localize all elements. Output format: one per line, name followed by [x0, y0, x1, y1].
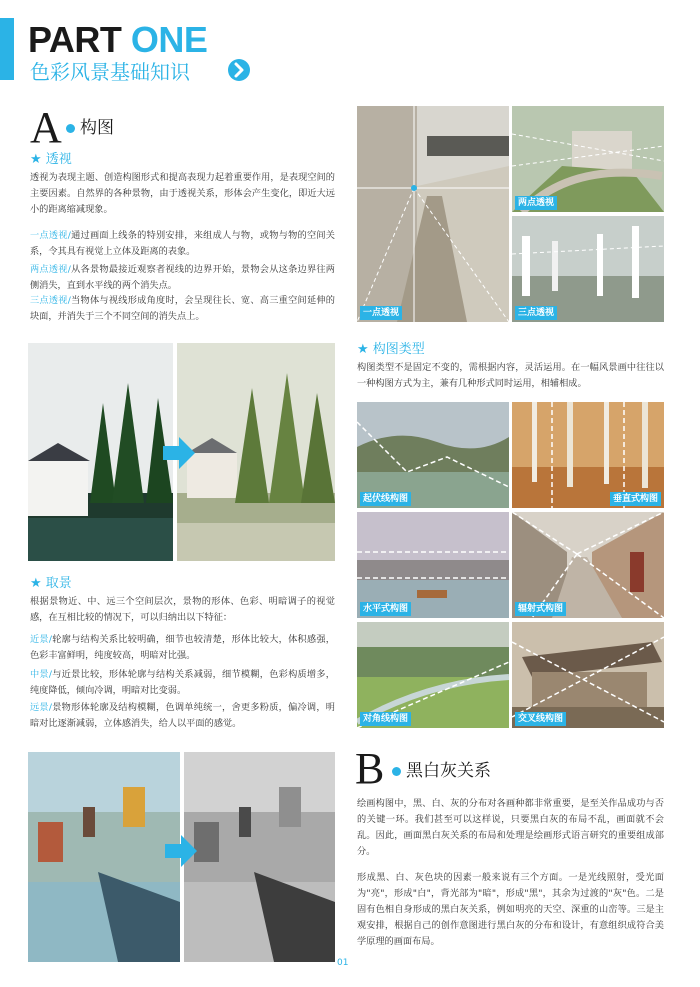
section-a-letter: A — [30, 103, 62, 152]
tree-painting-image — [177, 343, 335, 561]
label-undulating: 起伏线构图 — [360, 492, 411, 506]
vertical-composition-image — [512, 402, 664, 508]
part-word: PART — [28, 19, 122, 60]
chapter-subtitle: 色彩风景基础知识 — [30, 60, 190, 84]
section-b-letter: B — [355, 744, 385, 793]
two-point-perspective-image — [512, 106, 664, 212]
section-a-title: 构图 — [80, 118, 114, 138]
perspective-text-1: 通过画面上线条的特别安排，来组成人与物，或物与物的空间关系，令其具有视觉上立体及距离的表象。 — [30, 230, 335, 257]
label-diagonal: 对角线构图 — [360, 712, 411, 726]
horizontal-composition-image — [357, 512, 509, 618]
framing-item-mid — [30, 667, 335, 699]
perspective-heading: ★ 透视 — [30, 152, 72, 167]
arrow-right-icon — [163, 437, 195, 469]
three-point-perspective-image — [512, 216, 664, 322]
framing-term-far: 远景/ — [30, 702, 52, 713]
framing-text-far: 景物形体轮廓及结构模糊，色调单纯统一，舍更多粉质，偏冷调，明暗对比逐渐减弱，立体感消失，给人以平面的感觉。 — [30, 702, 335, 729]
composition-types-intro: 构图类型不是固定不变的，需根据内容，灵活运用。在一幅风景画中往往以一种构图方式为主，兼有几种形式同时运用，相辅相成。 — [357, 362, 664, 389]
perspective-text-2: 从各景物最接近观察者视线的边界开始，景物会从这条边界往两侧消失，直到水平线的两个消失点。 — [30, 264, 335, 291]
section-b-paragraph-1: 绘画构图中，黑、白、灰的分布对各画种都非常重要，是至关作品成功与否的关键一环。我们甚至可以这样说，只要黑白灰的布局不乱，画面就不会乱。因此，画面黑白灰关系的布局和处理是绘画形式语言研究的重要组成部分。 — [357, 798, 664, 857]
perspective-term-2: 两点透视/ — [30, 264, 71, 275]
composition-types-heading: ★ 构图类型 — [357, 342, 425, 357]
diagonal-composition-image — [357, 622, 509, 728]
grayscale-bridge-painting — [184, 752, 335, 962]
label-cross: 交叉线构图 — [515, 712, 566, 726]
chevron-right-icon — [228, 59, 250, 81]
perspective-intro: 透视为表现主题、创造构图形式和提高表现力起着重要作用，是表现空间的主要因素。自然界的各种景物，由于透视关系，形体会产生变化，即近大远小的距离缩减现象。 — [30, 172, 335, 215]
framing-text-near: 轮廓与结构关系比较明确，细节也较清楚，形体比较大，体积感强，色彩丰富鲜明，纯度较高，明暗对比强。 — [30, 634, 335, 661]
one-word: ONE — [130, 19, 208, 60]
framing-intro: 根据景物近、中、远三个空间层次，景物的形体、色彩、明暗调子的视觉感，在互相比较的情况下，可以归纳出以下特征： — [30, 596, 335, 623]
color-bridge-painting — [28, 752, 180, 962]
perspective-term-3: 三点透视/ — [30, 295, 71, 306]
label-three-point: 三点透视 — [515, 306, 557, 320]
label-radial: 辐射式构图 — [515, 602, 566, 616]
radial-composition-image — [512, 512, 664, 618]
framing-text-mid: 与近景比较，形体轮廓与结构关系减弱，细节模糊，色彩构质增多，纯度降低，倾向冷调，明暗对比变弱。 — [30, 669, 335, 696]
framing-term-near: 近景/ — [30, 634, 52, 645]
framing-item-near — [30, 632, 335, 664]
part-title — [28, 20, 207, 60]
section-b-paragraph-2: 形成黑、白、灰色块的因素一般来说有三个方面。一是光线照射，受光面为"亮"，形成"白"，背光部为"暗"，形成"黑"，其余为过渡的"灰"色。二是固有色相自身形成的黑白灰关系，例如明亮的天空、深重的山峦等。三是主观安排，根据自己的创作意图进行黑白灰的分布和设计，有意组织成符合美学原理的画面布局。 — [357, 872, 664, 947]
undulating-composition-image — [357, 402, 509, 508]
tree-photo-image — [28, 343, 173, 561]
section-a-dot — [66, 124, 75, 133]
perspective-item-3 — [30, 293, 335, 325]
page-number: 01 — [337, 958, 349, 968]
label-horizontal: 水平式构图 — [360, 602, 411, 616]
section-b-title: 黑白灰关系 — [406, 761, 491, 781]
perspective-item-2 — [30, 262, 335, 294]
one-point-perspective-image — [357, 106, 509, 322]
framing-term-mid: 中景/ — [30, 669, 52, 680]
label-one-point: 一点透视 — [360, 306, 402, 320]
perspective-term-1: 一点透视/ — [30, 230, 71, 241]
label-vertical: 垂直式构图 — [610, 492, 661, 506]
perspective-text-3: 当物体与视线形成角度时，会呈现往长、宽、高三重空间延伸的块面，并消失于三个不同空间的消失点上。 — [30, 295, 335, 322]
framing-heading: ★ 取景 — [30, 576, 72, 591]
framing-item-far — [30, 700, 335, 732]
perspective-item-1 — [30, 228, 335, 260]
cross-composition-image — [512, 622, 664, 728]
label-two-point: 两点透视 — [515, 196, 557, 210]
arrow-right-icon — [165, 835, 197, 867]
header-accent-bar — [0, 18, 14, 80]
section-b-dot — [392, 767, 401, 776]
